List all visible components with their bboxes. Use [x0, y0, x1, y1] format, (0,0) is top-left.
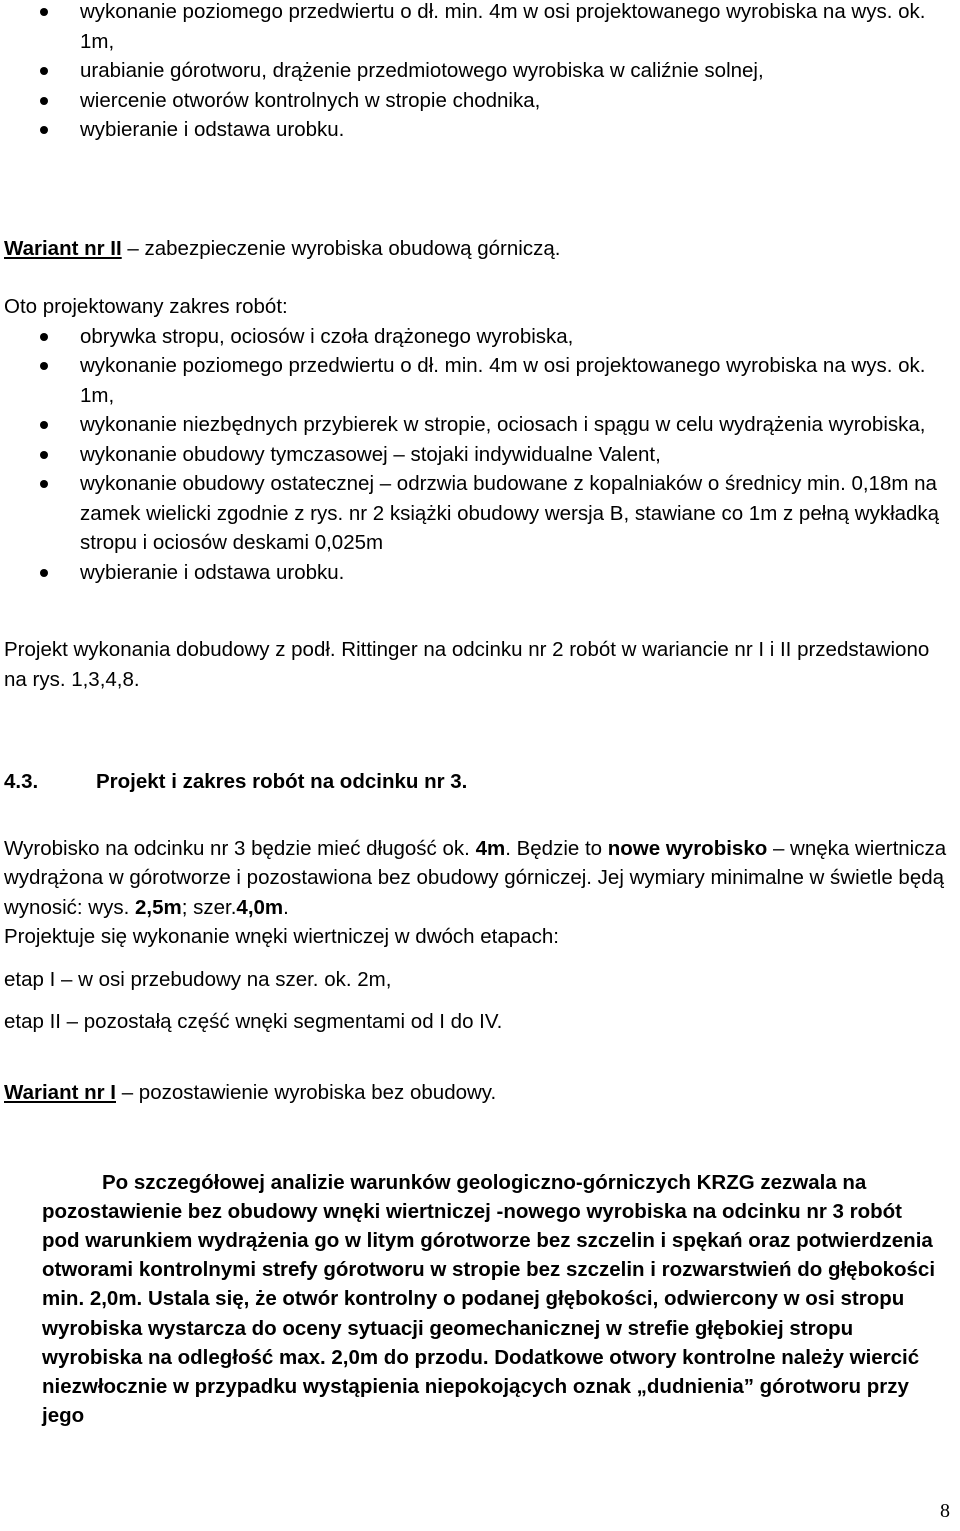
top-bullet-list — [0, 0, 960, 145]
stage-2: etap II – pozostałą część wnęki segmentami od I do IV. — [4, 1010, 503, 1033]
list-item: wykonanie niezbędnych przybierek w stropie, ociosach i spągu w celu wydrążenia wyrobiska, — [0, 410, 960, 440]
list-item: wykonanie obudowy tymczasowej – stojaki indywidualne Valent, — [0, 440, 960, 470]
list-item: wiercenie otworów kontrolnych w stropie chodnika, — [0, 86, 960, 116]
text-run: Wyrobisko na odcinku nr 3 będzie mieć długość ok. — [4, 836, 476, 860]
variant-2-label: Wariant nr II — [4, 236, 122, 260]
section-title: Projekt i zakres robót na odcinku nr 3. — [96, 769, 468, 793]
list-item: urabianie górotworu, drążenie przedmiotowego wyrobiska w caliźnie solnej, — [0, 56, 960, 86]
stage-1: etap I – w osi przebudowy na szer. ok. 2m, — [4, 967, 392, 991]
variant-1-label: Wariant nr I — [4, 1080, 116, 1104]
scope-bullet-list — [0, 322, 960, 588]
stages-intro: Projektuje się wykonanie wnęki wiertniczej w dwóch etapach: — [4, 925, 559, 948]
variant-2-heading — [0, 234, 960, 264]
list-item: wybieranie i odstawa urobku. — [0, 115, 960, 145]
variant-2-description: – zabezpieczenie wyrobiska obudową górniczą. — [121, 236, 561, 260]
text-run: . — [283, 895, 289, 919]
variant-1-description: – pozostawienie wyrobiska bez obudowy. — [116, 1080, 497, 1104]
section-3-paragraph — [0, 834, 960, 923]
text-run: ; szer. — [181, 895, 237, 919]
conclusion-paragraph — [0, 1168, 960, 1431]
text-run: . Będzie to — [505, 836, 608, 860]
list-item: wykonanie poziomego przedwiertu o dł. min. 4m w osi projektowanego wyrobiska na wys. ok. 1m, — [0, 0, 960, 56]
section-number: 4.3. — [4, 769, 39, 793]
list-item: wykonanie poziomego przedwiertu o dł. min. 4m w osi projektowanego wyrobiska na wys. ok. 1m, — [0, 351, 960, 410]
scope-intro: Oto projektowany zakres robót: — [4, 295, 288, 318]
list-item: obrywka stropu, ociosów i czoła drążonego wyrobiska, — [0, 322, 960, 352]
variant-1-heading — [0, 1078, 960, 1108]
section-heading — [0, 767, 960, 797]
project-paragraph: Projekt wykonania dobudowy z podł. Rittinger na odcinku nr 2 robót w wariancie nr I i II przedstawiono na rys. 1,3,4,8. — [4, 638, 930, 691]
page-number: 8 — [940, 1500, 950, 1522]
length-value: 4m — [475, 836, 506, 860]
conclusion-text: Po szczegółowej analizie warunków geologiczno-górniczych KRZG zezwala na pozostawienie bez obudowy wnęki wiertniczej -nowego wyrobiska na odcinku nr 3 robót pod warunkiem wydrążenia go w litym górotworze bez szczelin i spękań oraz potwierdzenia otworami kontrolnymi strefy górotworu w stropie bez szczelin i rozwarstwień do głębokości min. 2,0m. Ustala się, że otwór kontrolny o podanej głębokości, odwiercony w osi stropu wyrobiska wystarcza do oceny sytuacji geomechanicznej w strefie głębokiej stropu wyrobiska na odległość max. 2,0m do przodu. Dodatkowe otwory kontrolne należy wiercić niezwłocznie w przypadku wystąpienia niepokojących oznak „dudnienia” górotworu przy jego — [42, 1170, 936, 1428]
height-value: 2,5m — [135, 895, 182, 919]
text-run: – wnęka wiertnicza wydrążona w górotworze i pozostawiona bez obudowy górniczej. Jej wymiary minimalne w świetle będą wynosić: wys. — [4, 836, 947, 919]
width-value: 4,0m — [236, 895, 284, 919]
new-excavation-emphasis: nowe wyrobisko — [607, 836, 768, 860]
list-item: wybieranie i odstawa urobku. — [0, 558, 960, 588]
list-item: wykonanie obudowy ostatecznej – odrzwia budowane z kopalniaków o średnicy min. 0,18m na zamek wielicki zgodnie z rys. nr 2 książki obudowy wersja B, stawiane co 1m z pełną wykładką stropu i ociosów deskami 0,025m — [0, 469, 960, 558]
